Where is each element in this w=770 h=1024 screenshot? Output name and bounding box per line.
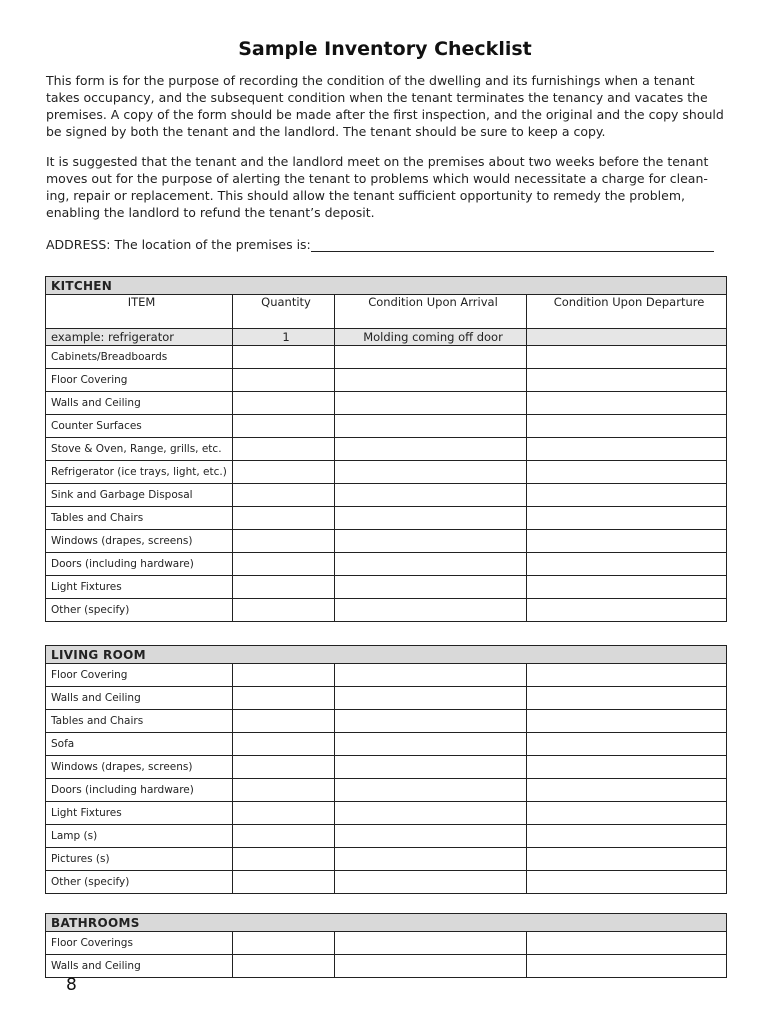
departure-condition-cell[interactable] [527,664,727,687]
arrival-condition-cell[interactable] [335,484,527,507]
example-quantity: 1 [233,329,335,346]
quantity-cell[interactable] [233,415,335,438]
arrival-condition-cell[interactable] [335,802,527,825]
quantity-cell[interactable] [233,599,335,622]
bathrooms-table [45,913,727,978]
column-header-departure: Condition Upon Departure [527,295,727,329]
living-room-table [45,645,727,894]
departure-condition-cell[interactable] [527,553,727,576]
table-row [46,710,727,733]
departure-condition-cell[interactable] [527,848,727,871]
departure-condition-cell[interactable] [527,932,727,955]
section-heading: KITCHEN [46,277,727,295]
item-cell: Light Fixtures [46,576,233,599]
intro-paragraph-1: This form is for the purpose of recording the condition of the dwelling and its furnishings when a tenant takes occupancy, and the subsequent condition when the tenant terminates the tenancy and vacates the premises. A copy of the form should be made after the first inspection, and the original and the copy should be signed by both the tenant and the landlord. The tenant should be sure to keep a copy. [46,73,724,139]
departure-condition-cell[interactable] [527,346,727,369]
column-header-item: ITEM [46,295,233,329]
item-cell: Tables and Chairs [46,710,233,733]
departure-condition-cell[interactable] [527,576,727,599]
quantity-cell[interactable] [233,756,335,779]
arrival-condition-cell[interactable] [335,438,527,461]
example-row [46,329,727,346]
table-row [46,687,727,710]
item-cell: Stove & Oven, Range, grills, etc. [46,438,233,461]
quantity-cell[interactable] [233,687,335,710]
arrival-condition-cell[interactable] [335,664,527,687]
table-row [46,507,727,530]
quantity-cell[interactable] [233,779,335,802]
arrival-condition-cell[interactable] [335,369,527,392]
departure-condition-cell[interactable] [527,756,727,779]
column-header-quantity: Quantity [233,295,335,329]
item-cell: Sofa [46,733,233,756]
item-cell: Pictures (s) [46,848,233,871]
table-row [46,346,727,369]
table-row [46,392,727,415]
table-row [46,461,727,484]
departure-condition-cell[interactable] [527,710,727,733]
quantity-cell[interactable] [233,484,335,507]
example-item: example: refrigerator [46,329,233,346]
arrival-condition-cell[interactable] [335,687,527,710]
quantity-cell[interactable] [233,848,335,871]
item-cell: Lamp (s) [46,825,233,848]
departure-condition-cell[interactable] [527,438,727,461]
departure-condition-cell[interactable] [527,733,727,756]
departure-condition-cell[interactable] [527,369,727,392]
quantity-cell[interactable] [233,553,335,576]
table-row [46,553,727,576]
arrival-condition-cell[interactable] [335,779,527,802]
item-cell: Doors (including hardware) [46,553,233,576]
quantity-cell[interactable] [233,438,335,461]
item-cell: Doors (including hardware) [46,779,233,802]
item-cell: Windows (drapes, screens) [46,756,233,779]
departure-condition-cell[interactable] [527,461,727,484]
departure-condition-cell[interactable] [527,415,727,438]
item-cell: Floor Coverings [46,932,233,955]
departure-condition-cell[interactable] [527,599,727,622]
table-row [46,664,727,687]
arrival-condition-cell[interactable] [335,710,527,733]
address-label: ADDRESS: The location of the premises is: [46,237,311,252]
section-heading: BATHROOMS [46,914,727,932]
arrival-condition-cell[interactable] [335,507,527,530]
quantity-cell[interactable] [233,507,335,530]
arrival-condition-cell[interactable] [335,756,527,779]
quantity-cell[interactable] [233,461,335,484]
quantity-cell[interactable] [233,530,335,553]
departure-condition-cell[interactable] [527,392,727,415]
quantity-cell[interactable] [233,825,335,848]
item-cell: Counter Surfaces [46,415,233,438]
item-cell: Floor Covering [46,664,233,687]
example-departure [527,329,727,346]
departure-condition-cell[interactable] [527,779,727,802]
quantity-cell[interactable] [233,369,335,392]
page-title: Sample Inventory Checklist [238,38,532,60]
quantity-cell[interactable] [233,346,335,369]
quantity-cell[interactable] [233,710,335,733]
table-row [46,779,727,802]
item-cell: Walls and Ceiling [46,687,233,710]
quantity-cell[interactable] [233,392,335,415]
table-row [46,369,727,392]
table-row [46,756,727,779]
arrival-condition-cell[interactable] [335,553,527,576]
item-cell: Windows (drapes, screens) [46,530,233,553]
departure-condition-cell[interactable] [527,825,727,848]
arrival-condition-cell[interactable] [335,461,527,484]
arrival-condition-cell[interactable] [335,392,527,415]
table-row [46,955,727,978]
quantity-cell[interactable] [233,733,335,756]
item-cell: Other (specify) [46,599,233,622]
item-cell: Other (specify) [46,871,233,894]
item-cell: Tables and Chairs [46,507,233,530]
intro-paragraph-2: It is suggested that the tenant and the landlord meet on the premises about two weeks before the tenant moves out for the purpose of alerting the tenant to problems which would necessitate a charge for clean-ing, repair or replacement. This should allow the tenant sufficient opportunity to remedy the problem, enabling the landlord to refund the tenant’s deposit. [46,154,709,220]
arrival-condition-cell[interactable] [335,530,527,553]
kitchen-table [45,276,727,622]
item-cell: Cabinets/Breadboards [46,346,233,369]
arrival-condition-cell[interactable] [335,871,527,894]
departure-condition-cell[interactable] [527,507,727,530]
table-row [46,825,727,848]
table-row [46,415,727,438]
arrival-condition-cell[interactable] [335,576,527,599]
quantity-cell[interactable] [233,576,335,599]
departure-condition-cell[interactable] [527,530,727,553]
arrival-condition-cell[interactable] [335,733,527,756]
arrival-condition-cell[interactable] [335,955,527,978]
departure-condition-cell[interactable] [527,687,727,710]
table-row [46,576,727,599]
item-cell: Sink and Garbage Disposal [46,484,233,507]
departure-condition-cell[interactable] [527,484,727,507]
table-row [46,484,727,507]
arrival-condition-cell[interactable] [335,848,527,871]
arrival-condition-cell[interactable] [335,825,527,848]
item-cell: Light Fixtures [46,802,233,825]
departure-condition-cell[interactable] [527,802,727,825]
column-header-arrival: Condition Upon Arrival [335,295,527,329]
table-row [46,530,727,553]
quantity-cell[interactable] [233,932,335,955]
arrival-condition-cell[interactable] [335,599,527,622]
arrival-condition-cell[interactable] [335,415,527,438]
table-row [46,802,727,825]
section-heading: LIVING ROOM [46,646,727,664]
table-row [46,733,727,756]
quantity-cell[interactable] [233,802,335,825]
table-row [46,932,727,955]
item-cell: Floor Covering [46,369,233,392]
departure-condition-cell[interactable] [527,871,727,894]
table-row [46,871,727,894]
address-line [46,237,714,252]
item-cell: Walls and Ceiling [46,955,233,978]
table-row [46,599,727,622]
table-row [46,438,727,461]
table-row [46,848,727,871]
address-blank-field[interactable] [311,238,714,252]
quantity-cell[interactable] [233,664,335,687]
arrival-condition-cell[interactable] [335,346,527,369]
item-cell: Refrigerator (ice trays, light, etc.) [46,461,233,484]
page-number: 8 [66,975,77,995]
quantity-cell[interactable] [233,871,335,894]
arrival-condition-cell[interactable] [335,932,527,955]
example-arrival: Molding coming off door [335,329,527,346]
item-cell: Walls and Ceiling [46,392,233,415]
column-header-row [46,295,727,329]
departure-condition-cell[interactable] [527,955,727,978]
quantity-cell[interactable] [233,955,335,978]
